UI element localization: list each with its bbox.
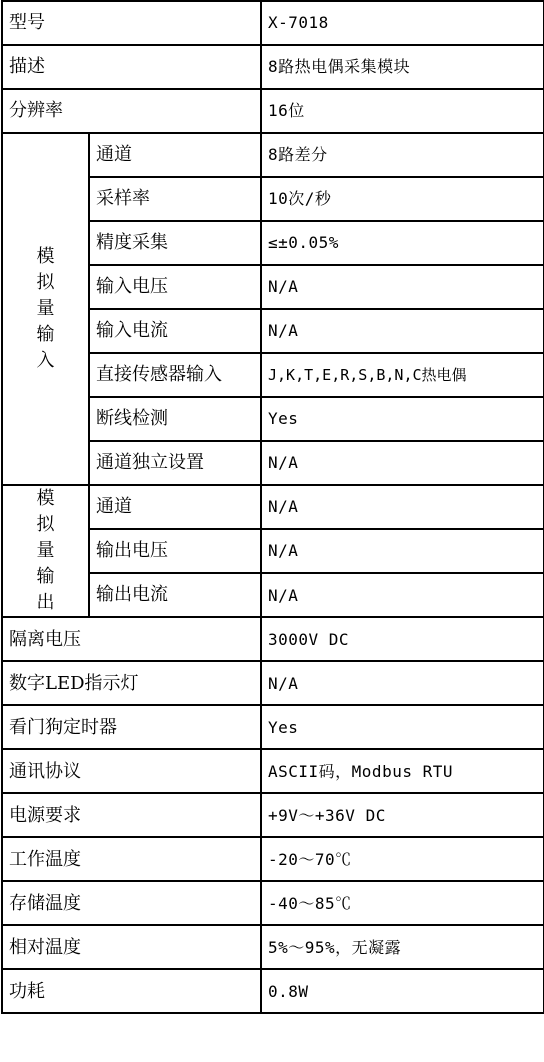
row-label: 工作温度 [2,837,261,881]
table-row [2,485,544,529]
row-value: -40～85℃ [261,881,544,925]
row-label: 型号 [2,1,261,45]
row-value: 3000V DC [261,617,544,661]
row-label: 采样率 [89,177,261,221]
table-row [2,925,544,969]
row-label: 输出电压 [89,529,261,573]
row-value: N/A [261,573,544,617]
row-value: N/A [261,485,544,529]
table-row [2,837,544,881]
row-label: 通讯协议 [2,749,261,793]
row-value: ASCII码，Modbus RTU [261,749,544,793]
group-label-analog-input: 模拟量输入 [2,133,89,485]
table-row [2,45,544,89]
table-row [2,89,544,133]
row-label: 看门狗定时器 [2,705,261,749]
row-label: 存储温度 [2,881,261,925]
row-label: 描述 [2,45,261,89]
row-label: 断线检测 [89,397,261,441]
row-label: 相对温度 [2,925,261,969]
row-label: 分辨率 [2,89,261,133]
row-label: 通道独立设置 [89,441,261,485]
row-value: J,K,T,E,R,S,B,N,C热电偶 [261,353,544,397]
table-row [2,705,544,749]
spec-table [1,0,544,1014]
table-row [2,749,544,793]
row-value: 8路差分 [261,133,544,177]
row-value: N/A [261,309,544,353]
row-value: +9V～+36V DC [261,793,544,837]
row-label: 直接传感器输入 [89,353,261,397]
table-row [2,793,544,837]
table-row [2,617,544,661]
row-label: 通道 [89,133,261,177]
row-value: 16位 [261,89,544,133]
row-label: 隔离电压 [2,617,261,661]
row-value: N/A [261,265,544,309]
row-label: 输入电流 [89,309,261,353]
row-value: N/A [261,441,544,485]
group-label-analog-output: 模拟量输出 [2,485,89,617]
table-row [2,1,544,45]
row-value: 8路热电偶采集模块 [261,45,544,89]
table-row [2,661,544,705]
row-value: X-7018 [261,1,544,45]
row-label: 精度采集 [89,221,261,265]
table-row [2,881,544,925]
row-label: 电源要求 [2,793,261,837]
row-label: 输出电流 [89,573,261,617]
row-value: N/A [261,529,544,573]
table-row [2,133,544,177]
row-label: 输入电压 [89,265,261,309]
row-label: 通道 [89,485,261,529]
row-label: 数字LED指示灯 [2,661,261,705]
row-label: 功耗 [2,969,261,1013]
row-value: -20～70℃ [261,837,544,881]
table-row [2,969,544,1013]
row-value: Yes [261,397,544,441]
row-value: N/A [261,661,544,705]
row-value: 0.8W [261,969,544,1013]
row-value: 10次/秒 [261,177,544,221]
row-value: Yes [261,705,544,749]
row-value: 5%～95%，无凝露 [261,925,544,969]
row-value: ≤±0.05% [261,221,544,265]
